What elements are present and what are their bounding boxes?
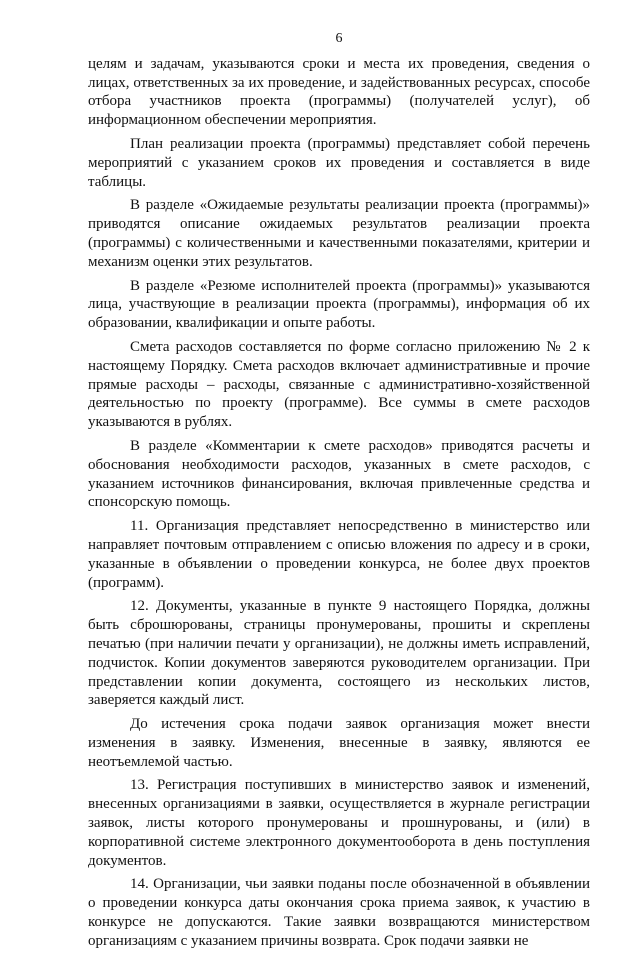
paragraph-expected-results: В разделе «Ожидаемые результаты реализации проекта (программы)» приводятся описание ожидаемых результатов реализации проекта (программы) с количественными и качественными показателями, критерии и механизм оценки этих результатов. xyxy=(88,197,590,270)
document-page xyxy=(88,30,590,956)
paragraph-continuation: целям и задачам, указываются сроки и места их проведения, сведения о лицах, ответственных за их проведение, и задействованных ресурсах, способе отбора участников проекта (программы) (получателей услуг), об информационном обеспечении мероприятия. xyxy=(88,55,590,129)
paragraph-estimate-comments: В разделе «Комментарии к смете расходов» приводятся расчеты и обоснования необходимости расходов, указанных в смете расходов, с указанием источников финансирования, включая привлеченные средства и спонсорскую помощь. xyxy=(88,437,590,511)
paragraph-item-14: 14. Организации, чьи заявки поданы после обозначенной в объявлении о проведении конкурса даты окончания срока приема заявок, к участию в конкурсе не допускаются. Такие заявки возвращаются министерством организациям с указанием причины возврата. Срок подачи заявки не xyxy=(88,876,590,949)
paragraph-item-13: 13. Регистрация поступивших в министерство заявок и изменений, внесенных организациями в заявки, осуществляется в журнале регистрации заявок, листы которого пронумерованы и прошнурованы, и (или) в корпоративной системе электронного документооборота в день поступления документов. xyxy=(88,777,590,869)
paragraph-amendments: До истечения срока подачи заявок организация может внести изменения в заявку. Изменения, внесенные в заявку, являются ее неотъемлемой частью. xyxy=(88,716,590,770)
paragraph-item-11: 11. Организация представляет непосредственно в министерство или направляет почтовым отправлением с описью вложения по адресу и в сроки, указанные в объявлении о проведении конкурса, не более двух проектов (программ). xyxy=(88,518,590,591)
paragraph-executors-resume: В разделе «Резюме исполнителей проекта (программы)» указываются лица, участвующие в реализации проекта (программы), информация об их образовании, квалификации и опыте работы. xyxy=(88,277,590,332)
page-number: 6 xyxy=(335,31,343,46)
paragraph-item-12: 12. Документы, указанные в пункте 9 настоящего Порядка, должны быть сброшюрованы, страницы пронумерованы, прошиты и скреплены печатью (при наличии печати у организации), не должны иметь исправлений, подчисток. Копии документов заверяются руководителем организации. При представлении копии документа, состоящего из нескольких листов, заверяется каждый лист. xyxy=(88,598,590,709)
paragraph-cost-estimate: Смета расходов составляется по форме согласно приложению № 2 к настоящему Порядку. Смета расходов включает административные и прочие прямые расходы – расходы, связанные с административно-хозяйственной деятельностью по проекту (программе). Все суммы в смете расходов указываются в рублях. xyxy=(88,338,590,431)
paragraph-implementation-plan: План реализации проекта (программы) представляет собой перечень мероприятий с указанием сроков их проведения и составляется в виде таблицы. xyxy=(88,135,590,190)
